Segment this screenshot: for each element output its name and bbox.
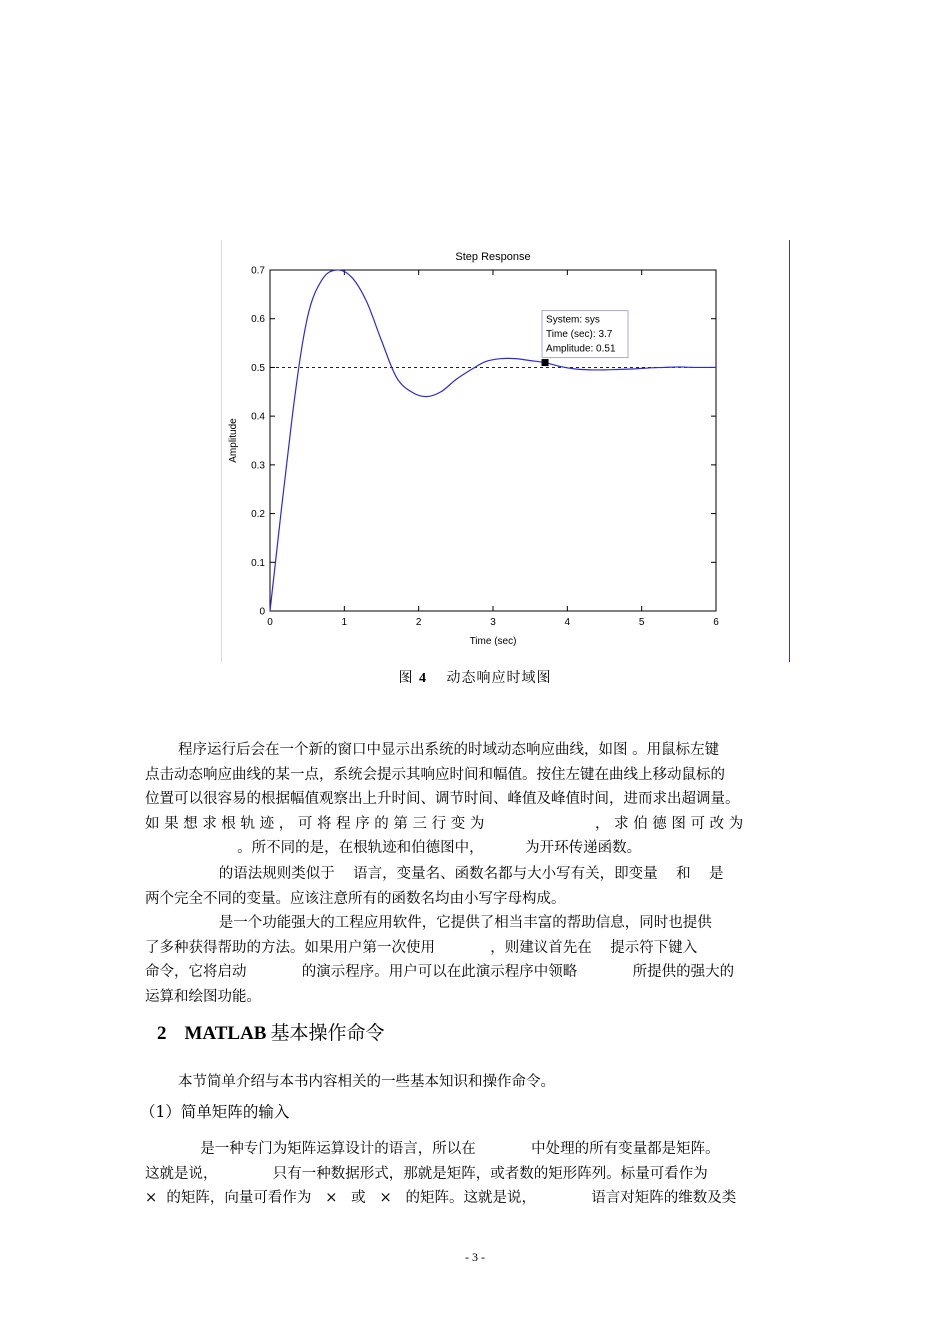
datatip-line: Amplitude: 0.51 — [546, 343, 616, 355]
paragraph-4 — [145, 1070, 809, 1095]
x-tick-label: 5 — [638, 617, 645, 628]
x-tick-label: 1 — [341, 617, 348, 628]
caption-prefix: 图 — [398, 670, 414, 686]
series-line — [270, 270, 716, 611]
page-number: - 3 - — [465, 1250, 485, 1264]
paragraph-3 — [145, 911, 809, 1009]
y-tick-label: 0.5 — [251, 362, 265, 374]
x-tick-label: 6 — [713, 617, 719, 628]
section-heading — [157, 1018, 385, 1045]
p3-line-3: 命令，它将启动 的演示程序。用户可以在此演示程序中领略 所提供的强大的 — [145, 964, 735, 980]
plot-area-box — [270, 270, 716, 611]
p3-line-4: 运算和绘图功能。 — [145, 988, 261, 1005]
y-tick-label: 0.7 — [251, 265, 265, 277]
paragraph-1 — [145, 738, 809, 861]
y-tick-label: 0 — [259, 606, 265, 618]
p3-line-2: 了多种获得帮助的方法。如果用户第一次使用 ，则建议首先在 提示符下键入 — [145, 939, 698, 956]
subsection-heading: （1）简单矩阵的输入 — [140, 1103, 290, 1121]
p1-line-1: 程序运行后会在一个新的窗口中显示出系统的时域动态响应曲线，如图 。用鼠标左键 — [178, 742, 720, 758]
p5-line-1: 是一种专门为矩阵运算设计的语言，所以在 中处理的所有变量都是矩阵。 — [145, 1141, 720, 1157]
x-tick-label: 0 — [267, 617, 273, 628]
section-title-cn: 基本操作命令 — [270, 1022, 385, 1044]
y-tick-label: 0.4 — [251, 411, 265, 423]
p1-line-2: 点击动态响应曲线的某一点，系统会提示其响应时间和幅值。按住左键在曲线上移动鼠标的 — [145, 766, 725, 783]
p2-line-1: 的语法规则类似于 语言，变量名、函数名都与大小写有关，即变量 和 是 — [145, 866, 724, 882]
x-tick-label: 2 — [415, 617, 422, 628]
step-response-chart — [221, 240, 747, 662]
figure-caption — [0, 667, 950, 687]
p3-line-1: 是一个功能强大的工程应用软件，它提供了相当丰富的帮助信息，同时也提供 — [145, 915, 712, 931]
y-axis-label: Amplitude — [228, 418, 239, 463]
p1-line-4: 如 果 想 求 根 轨 迹 ， 可 将 程 序 的 第 三 行 变 为 ， 求 伯 德 图 可 改 为 — [145, 815, 744, 832]
paragraph-5 — [145, 1137, 809, 1211]
section-number: 2 — [157, 1023, 167, 1044]
caption-number: 4 — [419, 671, 427, 686]
p1-line-5: 。所不同的是，在根轨迹和伯德图中， 为开环传递函数。 — [145, 840, 642, 856]
datatip-line: Time (sec): 3.7 — [546, 329, 613, 341]
y-tick-label: 0.2 — [251, 509, 265, 521]
p1-line-3: 位置可以很容易的根据幅值观察出上升时间、调节时间、峰值及峰值时间，进而求出超调量。 — [145, 791, 740, 807]
caption-text: 动态响应时域图 — [446, 670, 552, 686]
y-tick-label: 0.6 — [251, 314, 265, 326]
paragraph-2 — [145, 862, 809, 911]
section-title-en: MATLAB — [184, 1023, 267, 1044]
y-tick-label: 0.3 — [251, 460, 265, 472]
figure-step-response — [221, 240, 747, 662]
p5-line-2: 这就是说， 只有一种数据形式，那就是矩阵，或者数的矩形阵列。标量可看作为 — [145, 1165, 708, 1182]
x-axis-label: Time (sec) — [469, 636, 517, 647]
p5-line-3: × 的矩阵，向量可看作为 × 或 × 的矩阵。这就是说， 语言对矩阵的维数及类 — [145, 1190, 737, 1206]
chart-title: Step Response — [455, 251, 531, 263]
x-tick-label: 4 — [564, 617, 571, 628]
datatip-marker — [542, 359, 549, 366]
x-tick-label: 3 — [490, 617, 496, 628]
p2-line-2: 两个完全不同的变量。应该注意所有的函数名均由小写字母构成。 — [145, 890, 566, 907]
margin-bar — [789, 240, 790, 662]
p4-line-1: 本节简单介绍与本书内容相关的一些基本知识和操作命令。 — [178, 1074, 555, 1090]
y-tick-label: 0.1 — [251, 557, 265, 569]
datatip-line: System: sys — [546, 314, 600, 326]
